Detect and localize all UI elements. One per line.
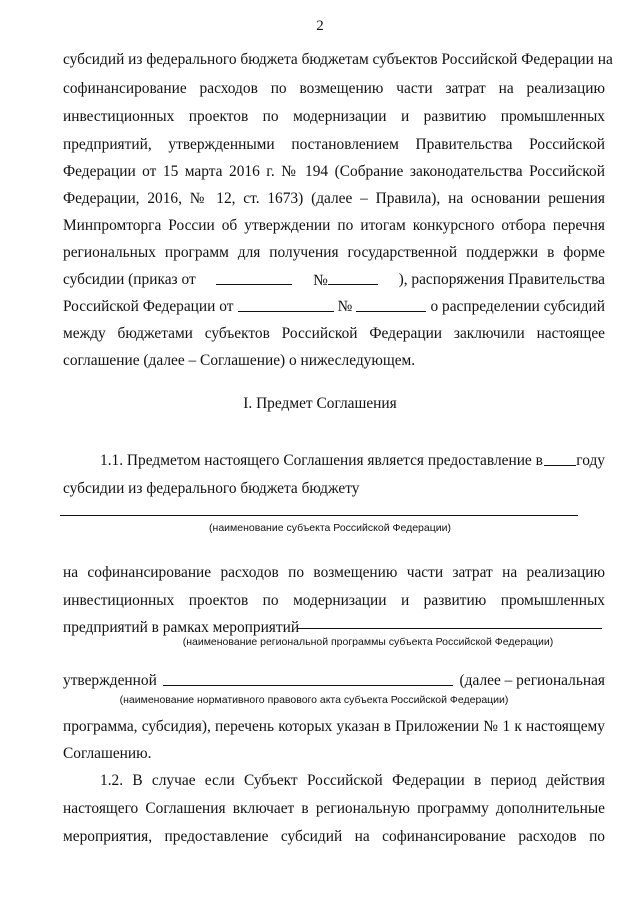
text-line: между бюджетами субъектов Российской Федерации заключили настоящее [63, 325, 605, 342]
year-blank [544, 451, 576, 466]
disposition-number-blank [356, 297, 426, 312]
text-line-with-blanks [63, 270, 605, 291]
order-number-group [313, 270, 378, 291]
text-line: программа, субсидия), перечень которых указан в Приложении № 1 к настоящему [63, 718, 605, 735]
text-line: 1.2. В случае если Субъект Российской Федерации в период действия [100, 772, 605, 789]
caption-subject: (наименование субъекта Российской Федерации) [209, 522, 451, 534]
text-line: настоящего Соглашения включает в региональную программу дополнительные [63, 800, 605, 817]
subject-name-line [60, 515, 578, 516]
text-line: субсидии из федерального бюджета бюджету [63, 480, 360, 497]
text-line-with-blank [63, 451, 605, 471]
section-title: I. Предмет Соглашения [243, 395, 397, 412]
regional-text: (далее – региональная [459, 672, 605, 689]
text-line: мероприятия, предоставление субсидий на софинансирование расходов по [63, 828, 605, 845]
number-sign: № [313, 272, 328, 289]
caption-act: (наименование нормативного правового акта субъекта Российской Федерации) [119, 694, 509, 706]
text-line: Соглашению. [63, 745, 152, 762]
year-word: году [576, 452, 605, 469]
order-number-blank [328, 270, 378, 285]
text-line: софинансирование расходов по возмещению части затрат на реализацию [63, 80, 605, 97]
text-line-with-blanks [63, 297, 605, 317]
distribution-text: о распределении субсидий [430, 298, 605, 315]
text-line: соглашение (далее – Соглашение) о нижеследующем. [63, 352, 416, 369]
order-date-blank [216, 270, 292, 285]
disposition-date-blank [238, 297, 334, 312]
order-text: субсидии (приказ от [63, 271, 196, 288]
federation-text: Российской Федерации от [63, 298, 234, 315]
disposition-text: ), распоряжения Правительства [398, 271, 605, 288]
text-line: предприятий, утвержденными постановлением Правительства Российской [63, 136, 605, 153]
number-sign: № [337, 298, 353, 315]
caption-program: (наименование региональной программы субъекта Российской Федерации) [182, 636, 554, 648]
text-line: региональных программ для получения государственной поддержки в форме [63, 244, 605, 261]
text-line: предприятий в рамках мероприятий [63, 619, 300, 636]
text-line: Федерации, 2016, № 12, ст. 1673) (далее – Правила), на основании решения [63, 190, 605, 207]
text-line: на софинансирование расходов по возмещению части затрат на реализацию [63, 564, 605, 581]
program-name-line [298, 628, 602, 629]
text-line: инвестиционных проектов по модернизации и развитию промышленных [63, 592, 605, 609]
page-number: 2 [316, 18, 324, 34]
approved-text: утвержденной [63, 672, 157, 689]
text-line: Федерации от 15 марта 2016 г. № 194 (Собрание законодательства Российской [63, 163, 605, 180]
text-line-with-blank [63, 671, 605, 691]
text-line: субсидий из федерального бюджета бюджетам субъектов Российской Федерации на [63, 51, 613, 68]
text-line: Минпромторга России об утверждении по итогам конкурсного отбора перечня [63, 217, 605, 234]
legal-act-blank [163, 671, 453, 686]
text-line: инвестиционных проектов по модернизации и развитию промышленных [63, 108, 605, 125]
clause-1-1-text: 1.1. Предметом настоящего Соглашения является предоставление в [100, 452, 543, 469]
